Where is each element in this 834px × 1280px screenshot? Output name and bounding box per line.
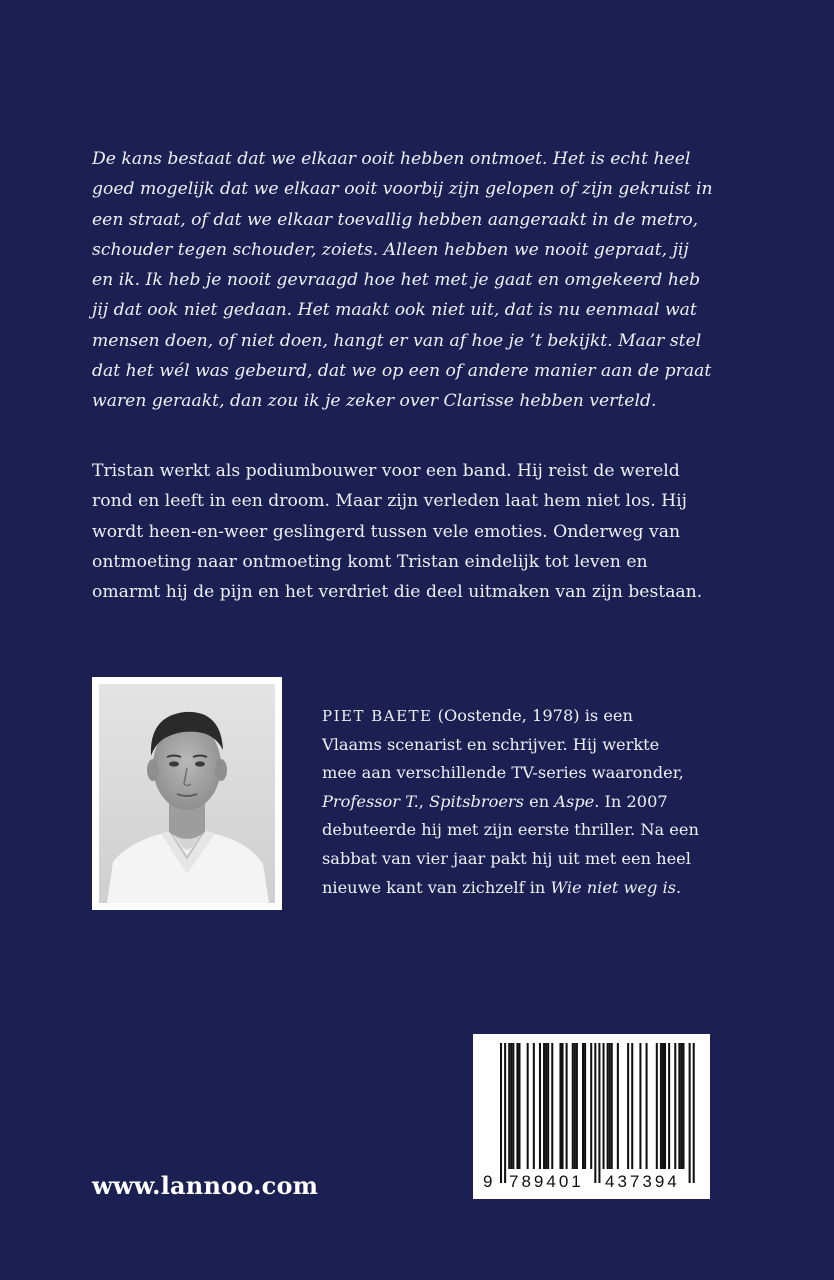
quote-blurb bbox=[92, 144, 742, 417]
author-bio bbox=[322, 702, 742, 902]
bio-line: sabbat van vier jaar pakt hij uit met een heel bbox=[322, 848, 691, 868]
barcode-bar bbox=[572, 1043, 574, 1169]
barcode-bar bbox=[603, 1043, 605, 1169]
quote-line: goed mogelijk dat we elkaar ooit voorbij zijn gelopen of zijn gekruist in bbox=[92, 179, 713, 200]
barcode-guard-bar bbox=[693, 1043, 695, 1183]
isbn-left-group: 789401 bbox=[509, 1172, 584, 1191]
barcode-bar bbox=[516, 1043, 518, 1169]
barcode-bar bbox=[582, 1043, 584, 1169]
barcode-bar bbox=[639, 1043, 641, 1169]
summary-line: wordt heen-en-weer geslingerd tussen vele emoties. Onderweg van bbox=[92, 521, 681, 542]
barcode-bar bbox=[631, 1043, 633, 1169]
series-title: Professor T. bbox=[322, 791, 419, 811]
barcode-guard-bar bbox=[500, 1043, 502, 1183]
barcode-bar bbox=[617, 1043, 619, 1169]
author-photo bbox=[92, 677, 282, 910]
barcode-bar bbox=[656, 1043, 658, 1169]
barcode-bar bbox=[674, 1043, 676, 1169]
barcode-guard-bar bbox=[598, 1043, 600, 1183]
summary-line: rond en leeft in een droom. Maar zijn verleden laat hem niet los. Hij bbox=[92, 491, 687, 512]
book-summary bbox=[92, 456, 742, 607]
barcode-bar bbox=[566, 1043, 568, 1169]
barcode-guard-bar bbox=[689, 1043, 691, 1183]
bio-text: . bbox=[676, 877, 682, 897]
bio-line bbox=[322, 788, 742, 817]
quote-line: een straat, of dat we elkaar toevallig hebben aangeraakt in de metro, bbox=[92, 209, 699, 230]
barcode-bar bbox=[590, 1043, 592, 1169]
summary-line: Tristan werkt als podiumbouwer voor een band. Hij reist de wereld bbox=[92, 461, 680, 481]
barcode-guard-bar bbox=[594, 1043, 596, 1183]
quote-line: mensen doen, of niet doen, hangt er van af hoe je ’t bekijkt. Maar stel bbox=[92, 330, 702, 351]
barcode-bar bbox=[664, 1043, 666, 1169]
barcode-bar bbox=[518, 1043, 520, 1169]
barcode-bar bbox=[609, 1043, 611, 1169]
publisher-website: www.lannoo.com bbox=[92, 1171, 319, 1200]
bio-text: . In 2007 bbox=[594, 791, 668, 811]
barcode-bar bbox=[574, 1043, 576, 1169]
barcode-bar bbox=[682, 1043, 684, 1169]
bio-line bbox=[322, 702, 742, 731]
summary-line: ontmoeting naar ontmoeting komt Tristan eindelijk tot leven en bbox=[92, 551, 648, 572]
quote-line: De kans bestaat dat we elkaar ooit hebben ontmoet. Het is echt heel bbox=[92, 149, 691, 169]
barcode-bar bbox=[668, 1043, 670, 1169]
barcode-bar bbox=[627, 1043, 629, 1169]
barcode-bar bbox=[508, 1043, 510, 1169]
bio-text: (Oostende, 1978) is een bbox=[432, 706, 633, 725]
isbn-first-digit: 9 bbox=[483, 1172, 493, 1191]
barcode-bar bbox=[680, 1043, 682, 1169]
barcode-bar bbox=[660, 1043, 662, 1169]
quote-line: en ik. Ik heb je nooit gevraagd hoe het met je gaat en omgekeerd heb bbox=[92, 270, 701, 291]
summary-line: omarmt hij de pijn en het verdriet die deel uitmaken van zijn bestaan. bbox=[92, 582, 703, 603]
isbn-right-group: 437394 bbox=[605, 1172, 680, 1191]
bio-line: Vlaams scenarist en schrijver. Hij werkte bbox=[322, 734, 660, 754]
author-name: PIET BAETE bbox=[322, 707, 433, 725]
series-title: Aspe bbox=[554, 791, 595, 811]
bio-text: nieuwe kant van zichzelf in bbox=[322, 877, 551, 897]
barcode-bar bbox=[562, 1043, 564, 1169]
isbn-barcode bbox=[473, 1034, 710, 1199]
bio-line: mee aan verschillende TV-series waaronder, bbox=[322, 763, 684, 783]
barcode-bar bbox=[539, 1043, 541, 1169]
bio-text: , bbox=[418, 791, 430, 811]
barcode-bar bbox=[607, 1043, 609, 1169]
series-title: Spitsbroers bbox=[429, 791, 524, 811]
bio-line bbox=[322, 874, 742, 903]
barcode-guard-bar bbox=[504, 1043, 506, 1183]
barcode-bar bbox=[527, 1043, 529, 1169]
barcode-bar bbox=[662, 1043, 664, 1169]
barcode-bar bbox=[510, 1043, 512, 1169]
quote-line: dat het wél was gebeurd, dat we op een of andere manier aan de praat bbox=[92, 361, 712, 382]
barcode-bar bbox=[533, 1043, 535, 1169]
bio-text: en bbox=[523, 791, 555, 811]
quote-line: schouder tegen schouder, zoiets. Alleen hebben we nooit gepraat, jij bbox=[92, 239, 689, 260]
book-title: Wie niet weg is bbox=[550, 877, 676, 897]
barcode-bar bbox=[559, 1043, 561, 1169]
barcode-bar bbox=[543, 1043, 545, 1169]
barcode-bar bbox=[584, 1043, 586, 1169]
bio-line: debuteerde hij met zijn eerste thriller. Na een bbox=[322, 820, 699, 840]
barcode-bar bbox=[576, 1043, 578, 1169]
barcode-bar bbox=[678, 1043, 680, 1169]
quote-line: jij dat ook niet gedaan. Het maakt ook niet uit, dat is nu eenmaal wat bbox=[92, 300, 697, 321]
barcode-bar bbox=[512, 1043, 514, 1169]
quote-line: waren geraakt, dan zou ik je zeker over Clarisse hebben verteld. bbox=[92, 391, 657, 412]
author-portrait-image bbox=[99, 684, 275, 903]
barcode-bar bbox=[551, 1043, 553, 1169]
barcode-bar bbox=[547, 1043, 549, 1169]
barcode-bar bbox=[611, 1043, 613, 1169]
barcode-bar bbox=[545, 1043, 547, 1169]
barcode-bar bbox=[646, 1043, 648, 1169]
